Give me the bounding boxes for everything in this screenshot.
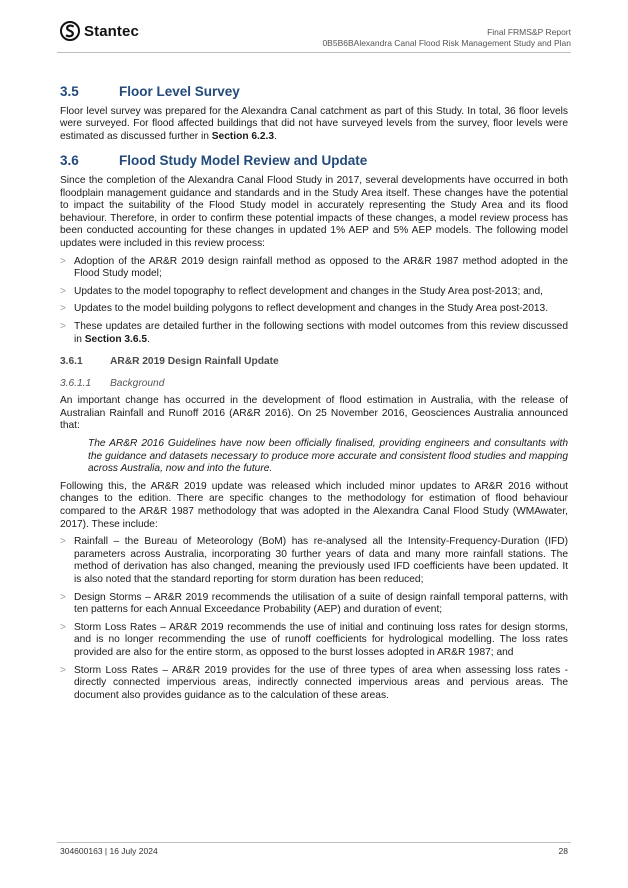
header-divider xyxy=(57,52,571,53)
paragraph-text: Floor level survey was prepared for the Alexandra Canal catchment as part of this Study. In total, 36 floor levels were surveyed. For flood affected buildings that did not have surveyed levels from the survey, floor levels were estimated as discussed further in xyxy=(60,105,568,142)
section-title: AR&R 2019 Design Rainfall Update xyxy=(110,356,279,368)
list-item-text: These updates are detailed further in the following sections with model outcomes from this review discussed in xyxy=(74,320,568,345)
section-number: 3.6.1.1 xyxy=(60,377,92,389)
model-review-intro: Since the completion of the Alexandra Canal Flood Study in 2017, several developments have occurred in both floodplain management guidance and standards and in the Study Area itself. These changes have the potential to impact the suitability of the Flood Study model in accurately representing the Study Area and its flood behaviour. Therefore, in order to confirm these potential impacts of these changes, a model review process has been conducted accounting for these changes in updated 1% AEP and 5% AEP models. The following model updates were included in this review process: xyxy=(60,174,568,249)
bullet-marker: > xyxy=(60,255,66,267)
bullet-marker: > xyxy=(60,320,66,332)
list-item xyxy=(60,536,568,586)
bullet-marker: > xyxy=(60,285,66,297)
page-content xyxy=(60,86,568,702)
list-item xyxy=(60,622,568,660)
list-item-text: Updates to the model building polygons to reflect development and changes in the Study Area post-2013. xyxy=(74,303,549,315)
floor-survey-paragraph xyxy=(60,106,568,144)
bullet-marker: > xyxy=(60,536,66,548)
list-item xyxy=(60,286,568,299)
section-title: Background xyxy=(110,377,165,389)
section-3-6-1-heading xyxy=(60,356,568,369)
list-item-text: Adoption of the AR&R 2019 design rainfall method as opposed to the AR&R 1987 method adopted in the Flood Study model; xyxy=(74,255,568,280)
page-header xyxy=(0,0,628,60)
list-item-text: Updates to the model topography to reflect development and changes in the Study Area post-2013; and, xyxy=(74,285,543,297)
section-3-6-1-1-heading xyxy=(60,378,568,391)
list-item xyxy=(60,665,568,703)
report-header-info xyxy=(322,27,571,49)
section-number: 3.5 xyxy=(60,84,79,99)
paragraph-end: . xyxy=(274,130,277,142)
list-item xyxy=(60,303,568,316)
bullet-marker: > xyxy=(60,303,66,315)
background-paragraph: An important change has occurred in the development of flood estimation in Australia, with the release of Australian Rainfall and Runoff 2016 (AR&R 2016). On 25 November 2016, Geosciences Australia announced that: xyxy=(60,395,568,432)
list-item xyxy=(60,256,568,281)
list-item-text: Rainfall – the Bureau of Meteorology (BoM) has re-analysed all the Intensity-Frequency-Duration (IFD) parameters across Australia, incorporating 30 further years of data and many more rainfall stations. The method of derivation has also changed, meaning the previously used IFD coefficients have been updated. It is also noted that the standard reporting for storm duration has been reduced; xyxy=(74,536,568,585)
section-number: 3.6 xyxy=(60,153,79,169)
logo-text: Stantec xyxy=(84,22,139,40)
model-updates-list xyxy=(60,256,568,347)
list-item xyxy=(60,592,568,617)
page-number: 28 xyxy=(558,846,568,856)
section-3-6-heading xyxy=(60,155,568,168)
report-title: Final FRMS&P Report xyxy=(487,27,571,37)
report-subtitle: 0B5B6BAlexandra Canal Flood Risk Management Study and Plan xyxy=(322,38,571,48)
document-reference: 304600163 | 16 July 2024 xyxy=(60,846,158,856)
bullet-marker: > xyxy=(60,664,66,676)
list-item-text: Storm Loss Rates – AR&R 2019 provides for the use of three types of area when assessing loss rates - directly connected impervious areas, indirectly connected impervious areas and pervious areas. The document also provides guidance as to the calculation of these areas. xyxy=(74,664,568,701)
bullet-marker: > xyxy=(60,621,66,633)
list-item-end: . xyxy=(147,333,150,345)
stantec-logo-icon xyxy=(60,21,80,41)
footer-divider xyxy=(57,842,571,843)
section-number: 3.6.1 xyxy=(60,356,83,368)
bullet-marker: > xyxy=(60,591,66,603)
stantec-logo xyxy=(60,21,139,41)
list-item-text: Design Storms – AR&R 2019 recommends the utilisation of a suite of design rainfall temporal patterns, with ten patterns for each Annual Exceedance Probability (AEP) and duration of event; xyxy=(74,591,568,616)
ARR-2019-paragraph: Following this, the AR&R 2019 update was released which included minor updates to AR&R 2016 without changes to the edition. There are specific changes to the methodology for estimation of flood behaviour compared to the AR&R 1987 methodology that was adopted in the Alexandra Canal Flood Study (WMAwater, 2017). These include: xyxy=(60,480,568,530)
list-item-text: Storm Loss Rates – AR&R 2019 recommends the use of initial and continuing loss rates for design storms, and is no longer recommending the use of runoff coefficients for hydrological modelling. The loss rates provided are also for the entire storm, as opposed to the burst losses adopted in AR&R 1987; and xyxy=(74,621,568,658)
section-title: Floor Level Survey xyxy=(119,84,240,99)
methodology-changes-list xyxy=(60,536,568,702)
section-reference: Section 3.6.5 xyxy=(84,333,148,345)
section-title: Flood Study Model Review and Update xyxy=(119,153,368,169)
section-reference: Section 6.2.3 xyxy=(211,130,275,142)
section-3-5-heading xyxy=(60,86,568,99)
announcement-quote: The AR&R 2016 Guidelines have now been officially finalised, providing engineers and consultants with the guidance and datasets necessary to produce more accurate and consistent flood studies and mapping across Australia, now and into the future. xyxy=(88,438,568,475)
list-item xyxy=(60,321,568,346)
